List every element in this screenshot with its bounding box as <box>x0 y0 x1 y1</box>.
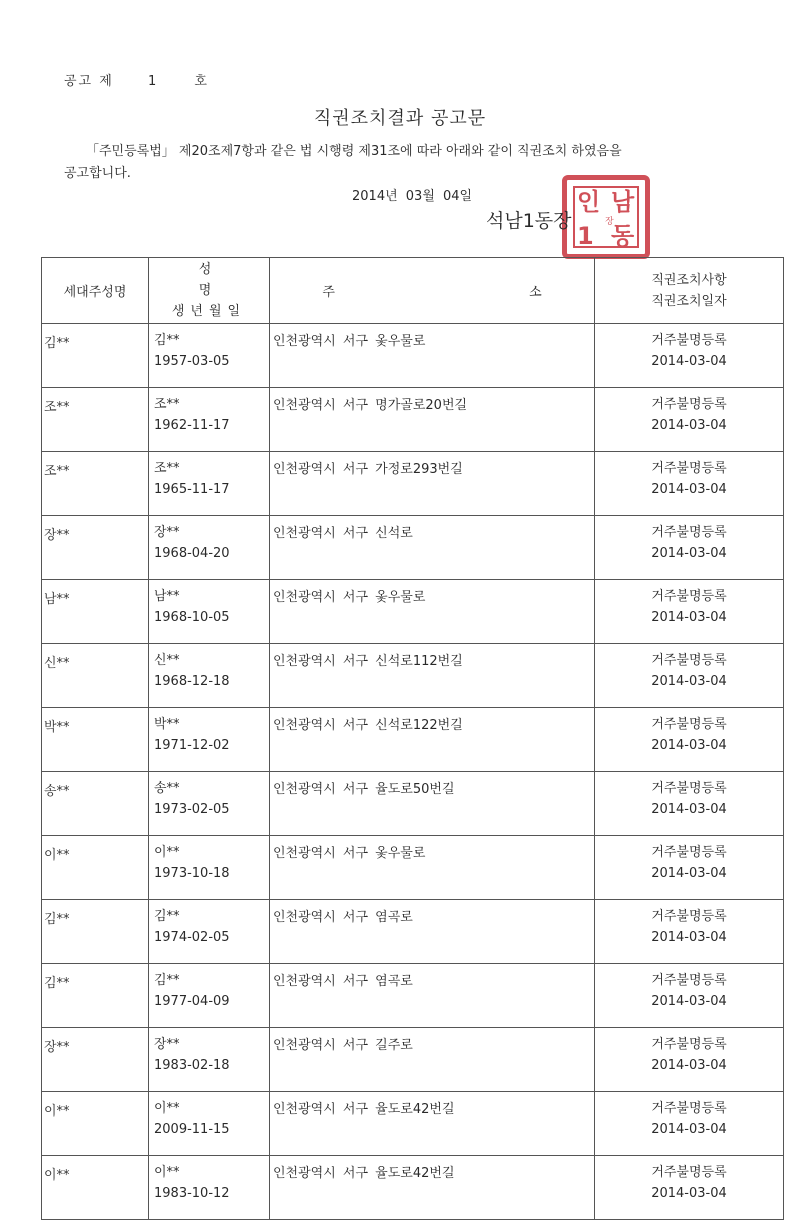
header-action-date: 직권조치일자 <box>651 293 727 309</box>
birth-date: 1973-10-18 <box>154 866 230 881</box>
action-type: 거주불명등록 <box>651 1165 727 1180</box>
action-cell <box>595 516 784 580</box>
action-date: 2014-03-04 <box>651 674 727 689</box>
official-seal <box>562 175 650 259</box>
name-birth-cell <box>149 324 270 388</box>
name-birth-cell <box>149 580 270 644</box>
seal-center: 장 <box>605 217 614 227</box>
person-name: 장** <box>154 1037 180 1052</box>
action-type: 거주불명등록 <box>651 525 727 540</box>
table-row <box>42 452 784 516</box>
seal-glyph: 남 <box>611 188 635 216</box>
action-cell <box>595 836 784 900</box>
table-row <box>42 708 784 772</box>
name-birth-cell <box>149 900 270 964</box>
name-birth-cell <box>149 1028 270 1092</box>
action-type: 거주불명등록 <box>651 845 727 860</box>
person-name: 송** <box>154 781 180 796</box>
header-address <box>270 258 595 324</box>
action-cell <box>595 1092 784 1156</box>
household-head-cell: 이** <box>42 836 149 900</box>
birth-date: 1968-04-20 <box>154 546 230 561</box>
table-row <box>42 1028 784 1092</box>
household-head-cell: 장** <box>42 1028 149 1092</box>
action-date: 2014-03-04 <box>651 738 727 753</box>
table-row <box>42 644 784 708</box>
name-birth-cell <box>149 836 270 900</box>
name-birth-cell <box>149 388 270 452</box>
person-name: 이** <box>154 1165 180 1180</box>
table-row <box>42 964 784 1028</box>
action-cell <box>595 1156 784 1220</box>
name-birth-cell <box>149 516 270 580</box>
birth-date: 1971-12-02 <box>154 738 230 753</box>
action-date: 2014-03-04 <box>651 802 727 817</box>
action-date: 2014-03-04 <box>651 994 727 1009</box>
signer-title: 석남1동장 <box>486 210 572 232</box>
name-birth-cell <box>149 772 270 836</box>
address-cell: 인천광역시 서구 율도로42번길 <box>270 1156 595 1220</box>
household-head-cell: 김** <box>42 900 149 964</box>
action-type: 거주불명등록 <box>651 717 727 732</box>
person-name: 조** <box>154 461 180 476</box>
birth-date: 1962-11-17 <box>154 418 230 433</box>
seal-glyph: 1 <box>577 222 594 250</box>
person-name: 남** <box>154 589 180 604</box>
name-birth-cell <box>149 708 270 772</box>
header-action-type: 직권조치사항 <box>651 272 727 288</box>
birth-date: 1973-02-05 <box>154 802 230 817</box>
table-row <box>42 580 784 644</box>
address-cell: 인천광역시 서구 염곡로 <box>270 964 595 1028</box>
notice-suffix: 호 <box>194 74 209 89</box>
name-birth-cell <box>149 1156 270 1220</box>
action-cell <box>595 964 784 1028</box>
address-cell: 인천광역시 서구 명가골로20번길 <box>270 388 595 452</box>
address-cell: 인천광역시 서구 옻우물로 <box>270 580 595 644</box>
name-birth-cell <box>149 964 270 1028</box>
action-type: 거주불명등록 <box>651 1037 727 1052</box>
person-name: 김** <box>154 973 180 988</box>
household-head-cell: 송** <box>42 772 149 836</box>
birth-date: 2009-11-15 <box>154 1122 230 1137</box>
notice-number-line <box>64 70 209 89</box>
intro-line-2: 공고합니다. <box>64 166 131 181</box>
action-type: 거주불명등록 <box>651 461 727 476</box>
birth-date: 1974-02-05 <box>154 930 230 945</box>
action-date: 2014-03-04 <box>651 418 727 433</box>
name-birth-cell <box>149 644 270 708</box>
action-cell <box>595 1028 784 1092</box>
action-date: 2014-03-04 <box>651 866 727 881</box>
birth-date: 1968-12-18 <box>154 674 230 689</box>
name-birth-cell <box>149 452 270 516</box>
action-cell <box>595 324 784 388</box>
birth-date: 1983-02-18 <box>154 1058 230 1073</box>
household-head-cell: 이** <box>42 1092 149 1156</box>
table-row <box>42 836 784 900</box>
table-row <box>42 1156 784 1220</box>
action-cell <box>595 644 784 708</box>
table-row <box>42 772 784 836</box>
seal-glyph: 동 <box>611 222 635 250</box>
person-name: 김** <box>154 909 180 924</box>
page-title: 직권조치결과 공고문 <box>313 108 487 129</box>
action-date: 2014-03-04 <box>651 354 727 369</box>
address-cell: 인천광역시 서구 신석로112번길 <box>270 644 595 708</box>
household-head-cell: 조** <box>42 388 149 452</box>
person-name: 이** <box>154 1101 180 1116</box>
address-cell: 인천광역시 서구 신석로122번길 <box>270 708 595 772</box>
header-household-head: 세대주성명 <box>42 258 149 324</box>
household-head-cell: 김** <box>42 324 149 388</box>
address-cell: 인천광역시 서구 옻우물로 <box>270 324 595 388</box>
address-cell: 인천광역시 서구 염곡로 <box>270 900 595 964</box>
header-name-birth <box>149 258 270 324</box>
birth-date: 1983-10-12 <box>154 1186 230 1201</box>
address-cell: 인천광역시 서구 율도로50번길 <box>270 772 595 836</box>
header-address-2: 소 <box>529 285 542 300</box>
seal-glyph: 인 <box>577 188 601 216</box>
household-head-cell: 박** <box>42 708 149 772</box>
action-date: 2014-03-04 <box>651 1186 727 1201</box>
household-head-cell: 신** <box>42 644 149 708</box>
person-name: 조** <box>154 397 180 412</box>
action-date: 2014-03-04 <box>651 1122 727 1137</box>
action-cell <box>595 772 784 836</box>
birth-date: 1965-11-17 <box>154 482 230 497</box>
table-row <box>42 324 784 388</box>
action-cell <box>595 580 784 644</box>
name-birth-cell <box>149 1092 270 1156</box>
address-cell: 인천광역시 서구 가정로293번길 <box>270 452 595 516</box>
notice-number: 1 <box>147 74 159 89</box>
header-name: 성 명 <box>198 262 250 298</box>
action-date: 2014-03-04 <box>651 1058 727 1073</box>
action-type: 거주불명등록 <box>651 397 727 412</box>
person-name: 김** <box>154 333 180 348</box>
action-cell <box>595 708 784 772</box>
birth-date: 1977-04-09 <box>154 994 230 1009</box>
household-head-cell: 이** <box>42 1156 149 1220</box>
action-date: 2014-03-04 <box>651 610 727 625</box>
header-address-1: 주 <box>322 285 335 300</box>
header-birth: 생년월일 <box>171 304 247 319</box>
action-date: 2014-03-04 <box>651 482 727 497</box>
action-type: 거주불명등록 <box>651 909 727 924</box>
person-name: 박** <box>154 717 180 732</box>
table-row <box>42 388 784 452</box>
household-head-cell: 남** <box>42 580 149 644</box>
action-type: 거주불명등록 <box>651 1101 727 1116</box>
intro-line-1: 「주민등록법」 제20조제7항과 같은 법 시행령 제31조에 따라 아래와 같이 직권조치 하였음을 <box>86 144 622 159</box>
address-cell: 인천광역시 서구 길주로 <box>270 1028 595 1092</box>
table-row <box>42 900 784 964</box>
table-row <box>42 1092 784 1156</box>
person-name: 이** <box>154 845 180 860</box>
birth-date: 1957-03-05 <box>154 354 230 369</box>
address-cell: 인천광역시 서구 율도로42번길 <box>270 1092 595 1156</box>
action-date: 2014-03-04 <box>651 546 727 561</box>
action-roster-table <box>41 257 784 1220</box>
action-type: 거주불명등록 <box>651 589 727 604</box>
action-cell <box>595 452 784 516</box>
birth-date: 1968-10-05 <box>154 610 230 625</box>
household-head-cell: 조** <box>42 452 149 516</box>
notice-prefix: 공고 제 <box>64 74 114 89</box>
action-type: 거주불명등록 <box>651 653 727 668</box>
table-header-row <box>42 258 784 324</box>
action-date: 2014-03-04 <box>651 930 727 945</box>
header-action <box>595 258 784 324</box>
action-type: 거주불명등록 <box>651 333 727 348</box>
address-cell: 인천광역시 서구 옻우물로 <box>270 836 595 900</box>
address-cell: 인천광역시 서구 신석로 <box>270 516 595 580</box>
person-name: 신** <box>154 653 180 668</box>
household-head-cell: 김** <box>42 964 149 1028</box>
action-type: 거주불명등록 <box>651 973 727 988</box>
household-head-cell: 장** <box>42 516 149 580</box>
action-type: 거주불명등록 <box>651 781 727 796</box>
person-name: 장** <box>154 525 180 540</box>
action-cell <box>595 900 784 964</box>
action-cell <box>595 388 784 452</box>
notice-date: 2014년 03월 04일 <box>352 189 473 204</box>
table-row <box>42 516 784 580</box>
